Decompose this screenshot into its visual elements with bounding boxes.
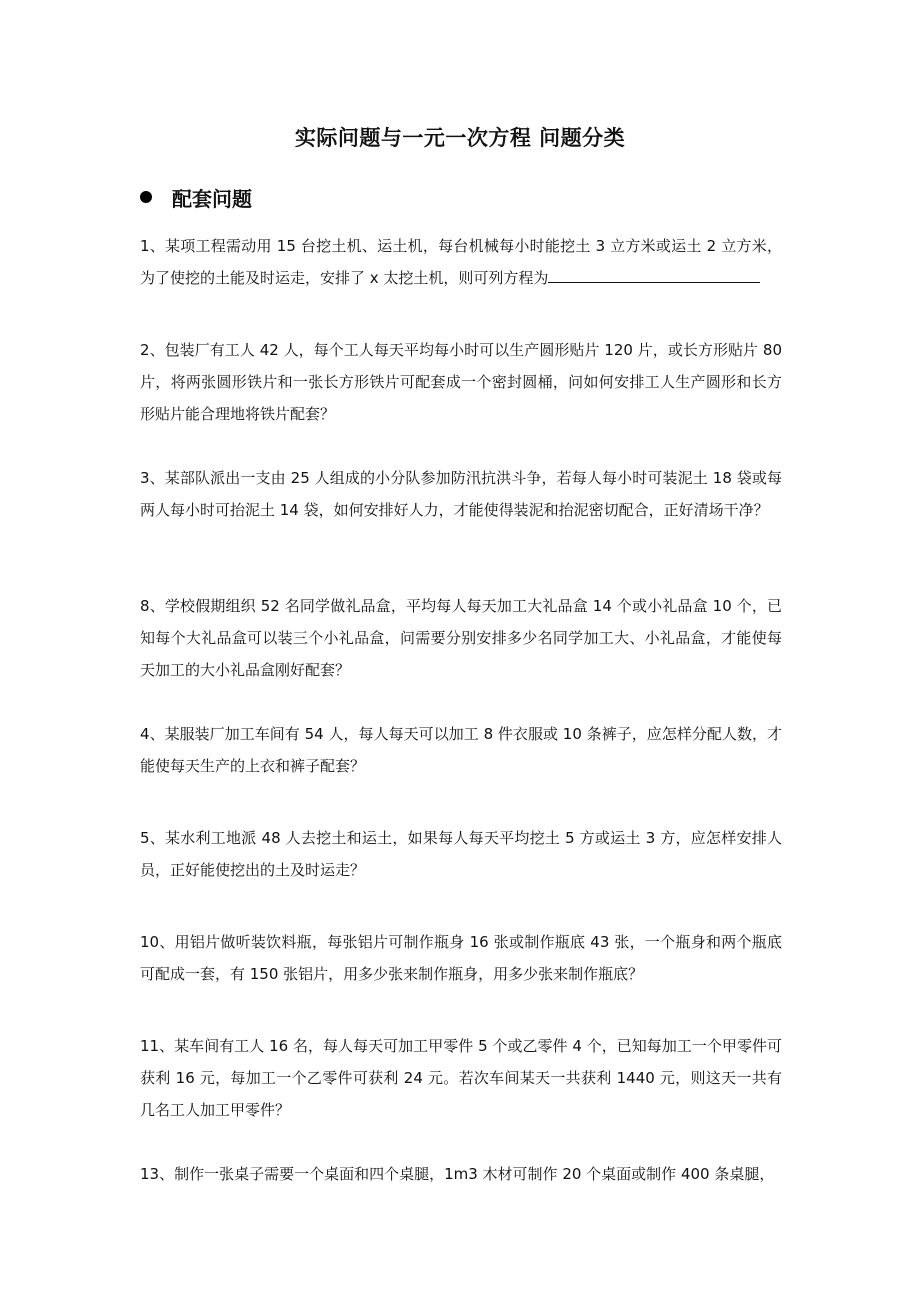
problem-item xyxy=(140,822,782,886)
problem-text: 8、学校假期组织 52 名同学做礼品盒，平均每人每天加工大礼品盒 14 个或小礼品盒 10 个，已知每个大礼品盒可以装三个小礼品盒，问需要分别安排多少名同学加工大、小礼品盒，才能使每天加工的大小礼品盒刚好配套？ xyxy=(140,597,782,679)
problem-item xyxy=(140,462,782,526)
problem-text: 1、某项工程需动用 15 台挖土机、运土机，每台机械每小时能挖土 3 立方米或运土 2 立方米，为了使挖的土能及时运走，安排了 x 太挖土机，则可列方程为 xyxy=(140,237,782,287)
section-label: 配套问题 xyxy=(172,186,252,211)
problem-text: 3、某部队派出一支由 25 人组成的小分队参加防汛抗洪斗争，若每人每小时可装泥土 18 袋或每两人每小时可抬泥土 14 袋，如何安排好人力，才能使得装泥和抬泥密切配合，正好清场干净？ xyxy=(140,469,782,519)
problem-item xyxy=(140,1030,782,1126)
problem-text: 13、制作一张桌子需要一个桌面和四个桌腿，1m3 木材可制作 20 个桌面或制作 400 条桌腿， xyxy=(140,1165,775,1183)
problem-text: 2、包装厂有工人 42 人，每个工人每天平均每小时可以生产圆形贴片 120 片，或长方形贴片 80 片，将两张圆形铁片和一张长方形铁片可配套成一个密封圆桶，问如何安排工人生产圆形和长方形贴片能合理地将铁片配套？ xyxy=(140,341,782,423)
problem-text: 11、某车间有工人 16 名，每人每天可加工甲零件 5 个或乙零件 4 个，已知每加工一个甲零件可获利 16 元，每加工一个乙零件可获利 24 元。若次车间某天一共获利 1440 元，则这天一共有几名工人加工甲零件？ xyxy=(140,1037,782,1119)
section-heading xyxy=(140,183,252,211)
page-title: 实际问题与一元一次方程 问题分类 xyxy=(294,126,626,150)
problem-text: 4、某服装厂加工车间有 54 人，每人每天可以加工 8 件衣服或 10 条裤子，应怎样分配人数，才能使每天生产的上衣和裤子配套？ xyxy=(140,725,782,775)
problem-item xyxy=(140,1158,782,1190)
problem-item xyxy=(140,230,782,294)
problem-text: 10、用铝片做听装饮料瓶，每张铝片可制作瓶身 16 张或制作瓶底 43 张，一个瓶身和两个瓶底可配成一套，有 150 张铝片，用多少张来制作瓶身，用多少张来制作瓶底？ xyxy=(140,933,782,983)
problem-text: 5、某水利工地派 48 人去挖土和运土，如果每人每天平均挖土 5 方或运土 3 方，应怎样安排人员，正好能使挖出的土及时运走？ xyxy=(140,829,782,879)
problem-item xyxy=(140,590,782,686)
answer-blank xyxy=(548,268,760,283)
problem-item xyxy=(140,718,782,782)
problem-item xyxy=(140,926,782,990)
bullet-icon xyxy=(140,191,152,203)
problem-item xyxy=(140,334,782,430)
